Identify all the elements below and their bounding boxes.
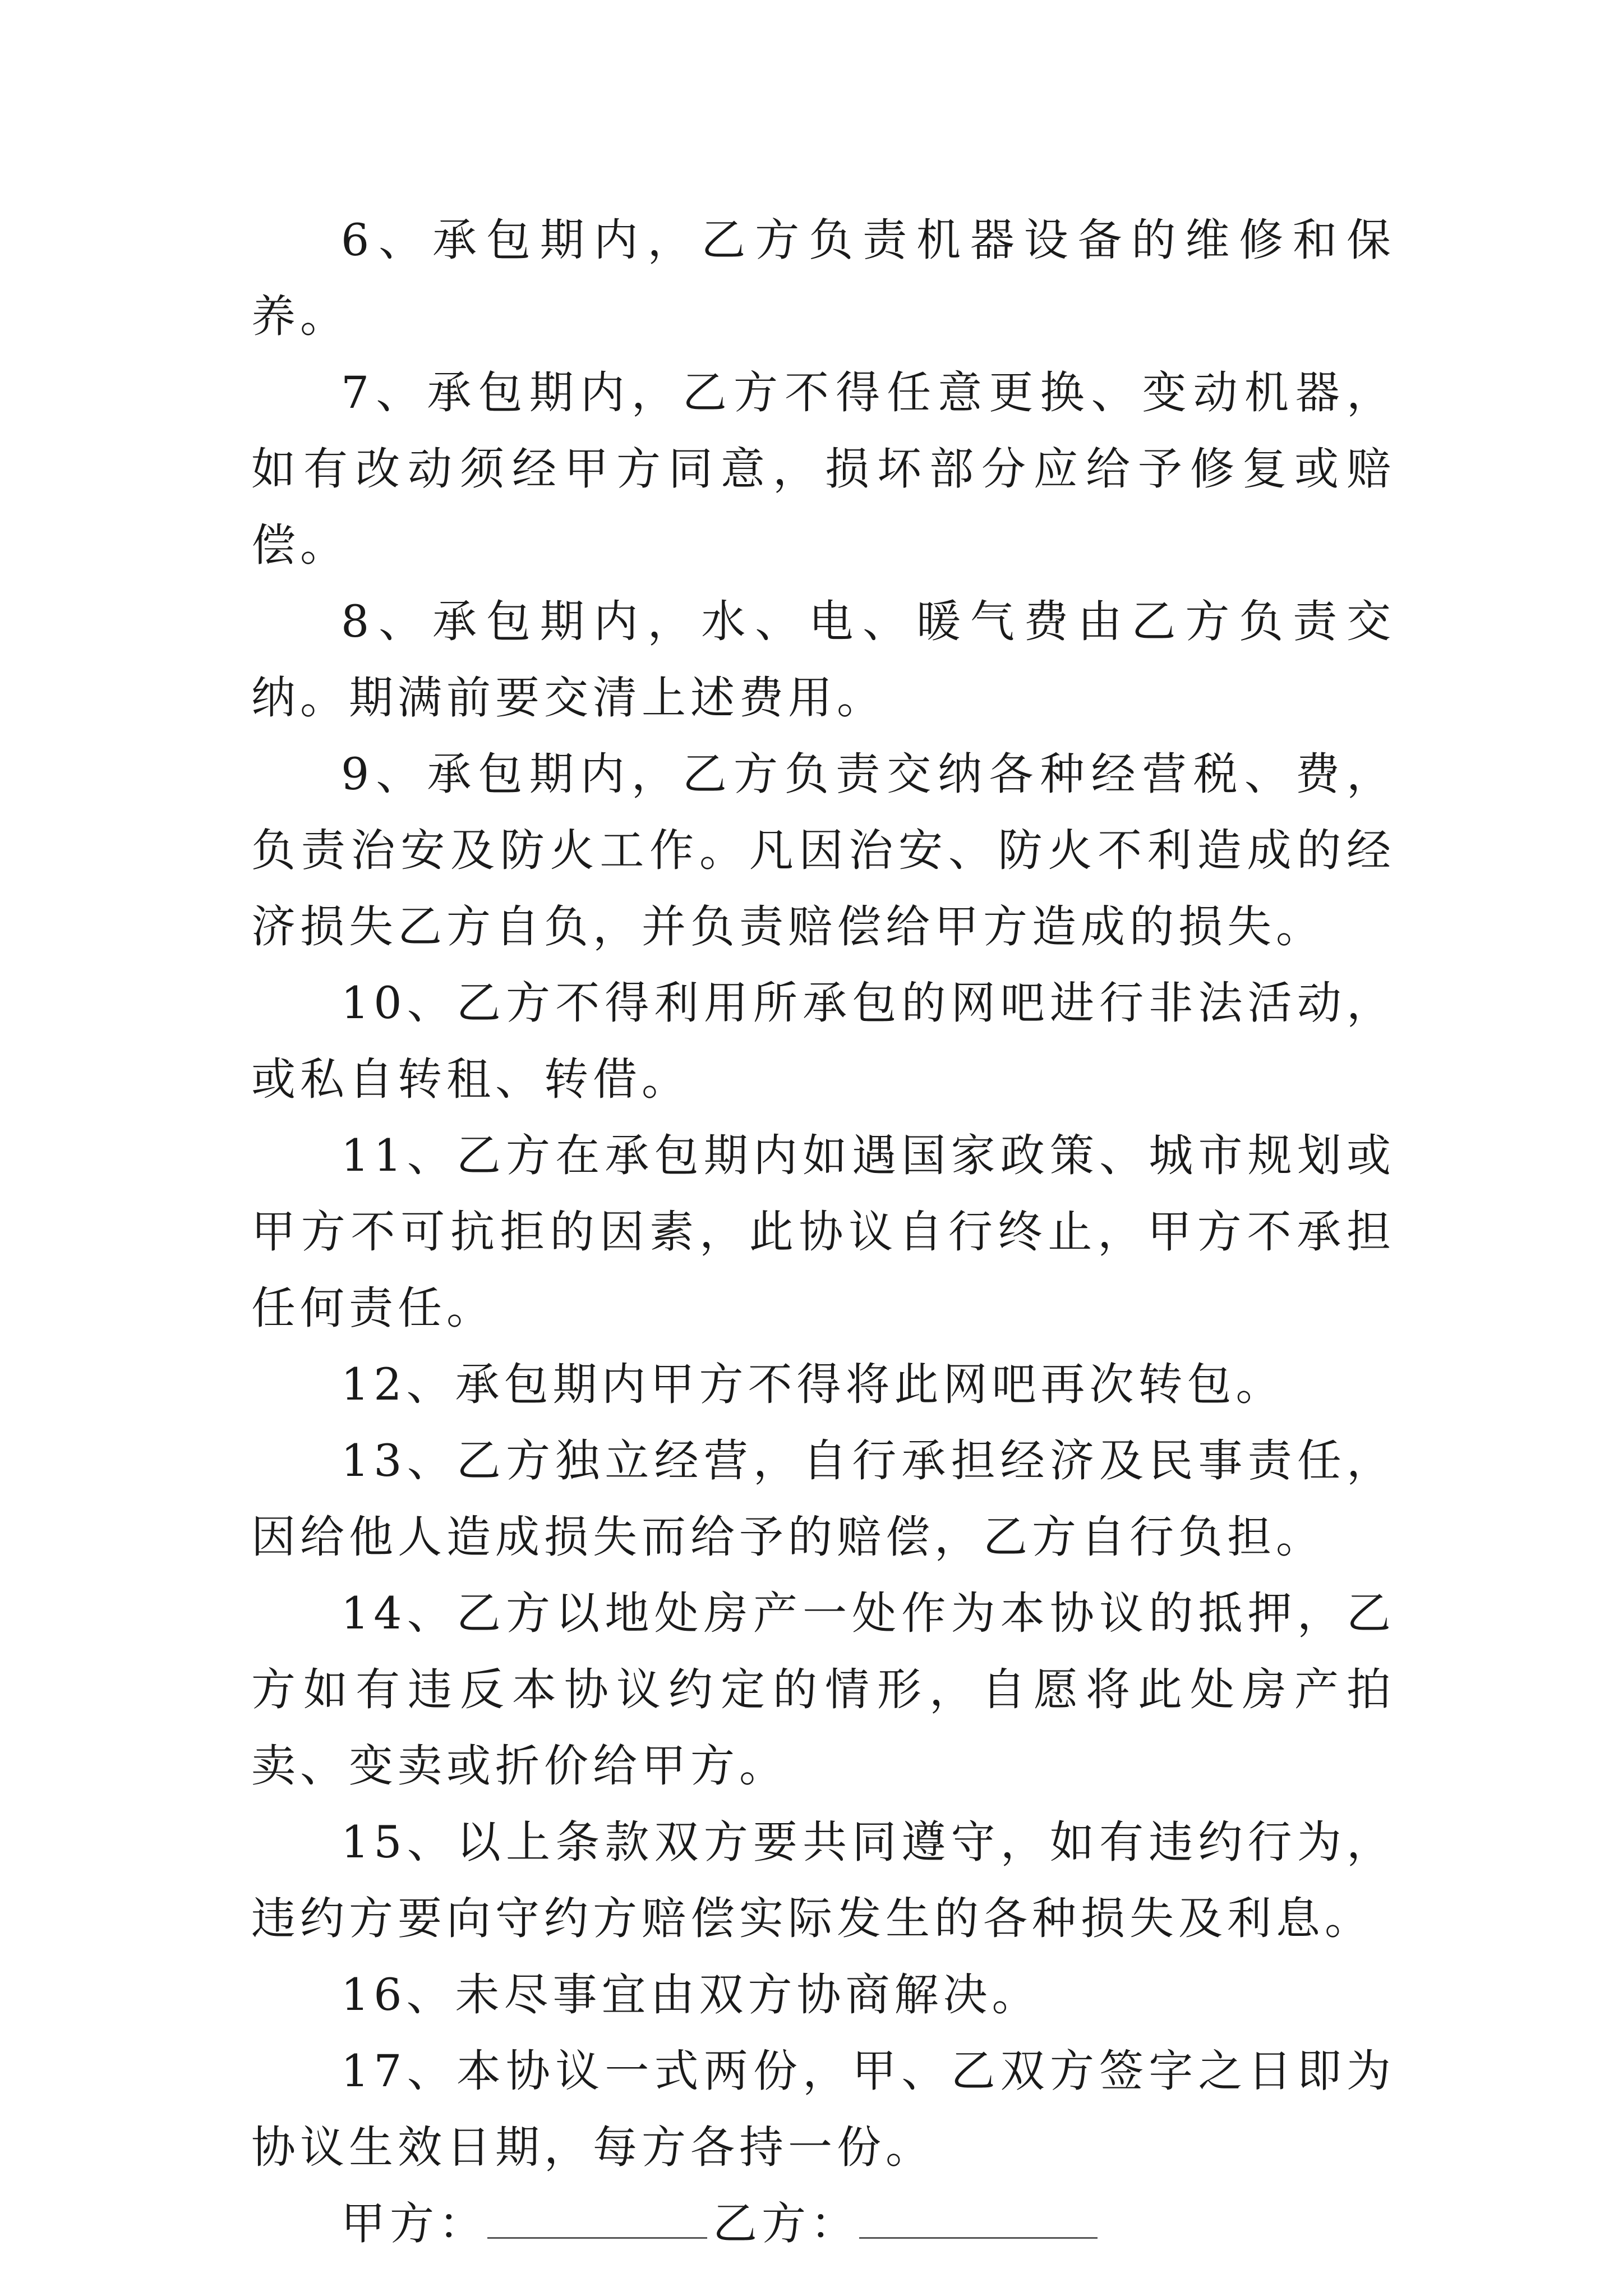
party-b-signature-blank[interactable] [859, 2235, 1098, 2239]
clause-11: 11、乙方在承包期内如遇国家政策、城市规划或甲方不可抗拒的因素，此协议自行终止，甲方不承担任何责任。 [251, 1130, 1395, 1334]
clause-10: 10、乙方不得利用所承包的网吧进行非法活动，或私自转租、转借。 [251, 977, 1395, 1105]
clause-14: 14、乙方以地处房产一处作为本协议的抵押，乙方如有违反本协议约定的情形，自愿将此处房产拍卖、变卖或折价给甲方。 [251, 1588, 1395, 1792]
signature-line [251, 2185, 1395, 2262]
clause-16: 16、未尽事宜由双方协商解决。 [341, 1969, 1041, 2021]
clause-8: 8、承包期内，水、电、暖气费由乙方负责交纳。期满前要交清上述费用。 [251, 596, 1395, 724]
clause-9: 9、承包期内，乙方负责交纳各种经营税、费，负责治安及防火工作。凡因治安、防火不利造成的经济损失乙方自负，并负责赔偿给甲方造成的损失。 [251, 748, 1395, 953]
agreement-body [251, 202, 1395, 2262]
clause-17: 17、本协议一式两份，甲、乙双方签字之日即为协议生效日期，每方各持一份。 [251, 2045, 1395, 2173]
party-b-label: 乙方： [713, 2198, 859, 2249]
clause-7: 7、承包期内，乙方不得任意更换、变动机器，如有改动须经甲方同意，损坏部分应给予修复或赔偿。 [251, 367, 1395, 571]
party-a-label: 甲方： [341, 2198, 487, 2249]
clause-13: 13、乙方独立经营，自行承担经济及民事责任，因给他人造成损失而给予的赔偿，乙方自行负担。 [251, 1435, 1395, 1563]
party-a-signature-blank[interactable] [487, 2235, 707, 2239]
clause-6: 6、承包期内，乙方负责机器设备的维修和保养。 [251, 214, 1395, 342]
clause-12: 12、承包期内甲方不得将此网吧再次转包。 [341, 1359, 1285, 1410]
clause-15: 15、以上条款双方要共同遵守，如有违约行为，违约方要向守约方赔偿实际发生的各种损失及利息。 [251, 1816, 1395, 1944]
